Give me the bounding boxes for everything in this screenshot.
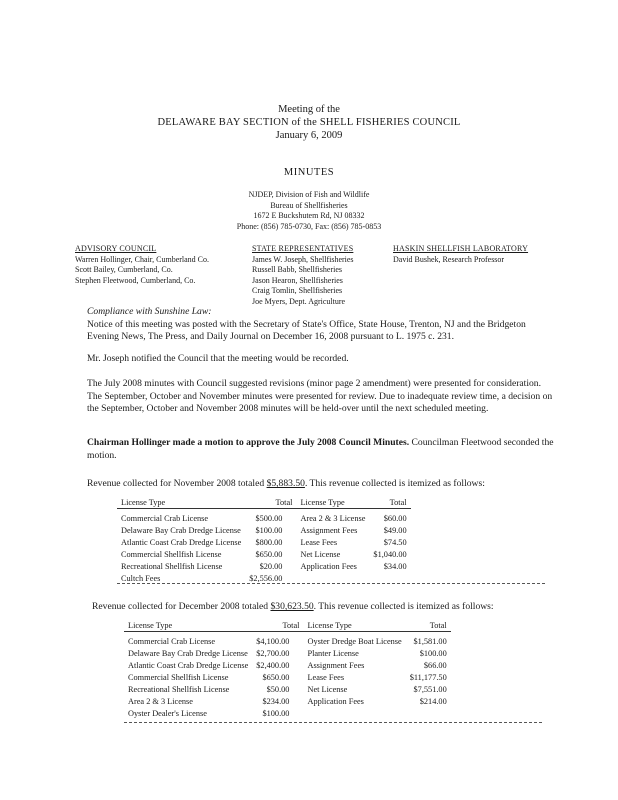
total-cell: $49.00 xyxy=(383,525,407,535)
column-header-license-type: License Type xyxy=(117,498,245,509)
recording-paragraph: Mr. Joseph notified the Council that the meeting would be recorded. xyxy=(87,353,349,364)
table-row xyxy=(124,683,451,695)
total-cell: $500.00 xyxy=(255,513,283,523)
total-cell: $214.00 xyxy=(419,696,447,706)
attendee: Stephen Fleetwood, Cumberland, Co. xyxy=(75,275,196,285)
december-intro-end: . This revenue collected is itemized as follows: xyxy=(313,601,494,612)
november-total: $5,883.50 xyxy=(266,478,305,489)
attendee: Joe Myers, Dept. Agriculture xyxy=(252,296,346,306)
total-cell: $1,581.00 xyxy=(413,636,447,646)
license-type-cell: Atlantic Coast Crab Dredge License xyxy=(128,660,249,670)
total-cell: $2,400.00 xyxy=(256,660,290,670)
haskin-lab-list xyxy=(393,244,528,265)
meeting-of-line: Meeting of the xyxy=(278,104,340,115)
table-row xyxy=(117,524,411,536)
column-header-total: Total xyxy=(252,621,303,632)
total-cell: $100.00 xyxy=(419,648,447,658)
license-type-cell: Net License xyxy=(307,684,348,694)
attendee: Warren Hollinger, Chair, Cumberland Co. xyxy=(75,254,210,264)
total-cell: $50.00 xyxy=(266,684,290,694)
motion-paragraph xyxy=(87,437,557,462)
license-type-cell: Recreational Shellfish License xyxy=(128,684,230,694)
attendee: Russell Babb, Shellfisheries xyxy=(252,265,342,274)
total-cell: $100.00 xyxy=(262,708,290,718)
column-header-total: Total xyxy=(369,498,410,509)
total-cell: $7,551.00 xyxy=(413,684,447,694)
column-header-license-type: License Type xyxy=(296,498,369,509)
advisory-council-list xyxy=(75,244,209,286)
table-row xyxy=(124,632,451,648)
november-intro: Revenue collected for November 2008 totaled xyxy=(87,478,267,489)
license-type-cell xyxy=(303,707,405,719)
table-row xyxy=(124,659,451,671)
november-table-bottom-rule xyxy=(117,583,545,584)
table-header-row xyxy=(117,498,411,509)
advisory-council-title: ADVISORY COUNCIL xyxy=(75,244,157,253)
attendee: Jason Hearon, Shellfisheries xyxy=(252,275,343,285)
total-cell: $11,177.50 xyxy=(409,672,447,682)
council-title: DELAWARE BAY SECTION of the SHELL FISHERIES COUNCIL xyxy=(157,117,461,128)
motion-text: Chairman Hollinger made a motion to approve the July 2008 Council Minutes. xyxy=(87,437,410,448)
license-type-cell: Delaware Bay Crab Dredge License xyxy=(128,648,248,658)
total-cell: $1,040.00 xyxy=(373,549,407,559)
attendee: David Bushek, Research Professor xyxy=(393,254,505,264)
agency-bureau: Bureau of Shellfisheries xyxy=(270,200,348,210)
agency-phone: Phone: (856) 785-0730, Fax: (856) 785-0853 xyxy=(236,221,382,231)
table-row xyxy=(124,695,451,707)
december-revenue-line xyxy=(92,601,494,612)
sunshine-section xyxy=(87,306,557,344)
license-type-cell: Lease Fees xyxy=(307,672,345,682)
total-cell: $650.00 xyxy=(255,549,283,559)
table-row xyxy=(117,536,411,548)
license-type-cell: Commercial Crab License xyxy=(128,636,216,646)
table-row xyxy=(124,647,451,659)
agency-name: NJDEP, Division of Fish and Wildlife xyxy=(248,190,370,199)
license-type-cell: Commercial Shellfish License xyxy=(128,672,229,682)
meeting-date: January 6, 2009 xyxy=(275,130,343,141)
total-cell: $34.00 xyxy=(383,561,407,571)
minutes-review-paragraph: The July 2008 minutes with Council suggested revisions (minor page 2 amendment) were presented for consideration. The September, October and November minutes were presented for review. Due to inadequate review time, a decision on the September, October and November 2008 minutes will be held-over until the next scheduled meeting. xyxy=(87,378,553,414)
total-cell: $800.00 xyxy=(255,537,283,547)
column-header-license-type: License Type xyxy=(124,621,252,632)
table-row xyxy=(117,548,411,560)
november-intro-end: . This revenue collected is itemized as follows: xyxy=(304,478,485,489)
total-cell: $2,700.00 xyxy=(256,648,290,658)
total-cell: $234.00 xyxy=(262,696,290,706)
license-type-cell: Cultch Fees xyxy=(121,573,161,583)
license-type-cell: Commercial Crab License xyxy=(121,513,209,523)
column-header-license-type: License Type xyxy=(303,621,405,632)
license-type-cell: Planter License xyxy=(307,648,359,658)
license-type-cell: Assignment Fees xyxy=(300,525,358,535)
november-revenue-line xyxy=(87,478,485,489)
table-row xyxy=(124,707,451,719)
attendee: Scott Bailey, Cumberland, Co. xyxy=(75,265,173,274)
table-row xyxy=(117,560,411,572)
table-header-row xyxy=(124,621,451,632)
license-type-cell: Area 2 & 3 License xyxy=(300,513,366,523)
column-header-total: Total xyxy=(245,498,296,509)
december-revenue-table xyxy=(124,621,451,719)
attendee: James W. Joseph, Shellfisheries xyxy=(252,254,354,264)
license-type-cell: Oyster Dredge Boat License xyxy=(307,636,402,646)
license-type-cell: Assignment Fees xyxy=(307,660,365,670)
license-type-cell: Area 2 & 3 License xyxy=(128,696,193,706)
total-cell: $60.00 xyxy=(383,513,407,523)
december-table-bottom-rule xyxy=(124,722,542,723)
november-revenue-table xyxy=(117,498,411,584)
license-type-cell: Atlantic Coast Crab Dredge License xyxy=(121,537,242,547)
total-cell: $74.50 xyxy=(383,537,407,547)
table-row xyxy=(117,509,411,525)
license-type-cell: Net License xyxy=(300,549,341,559)
license-type-cell: Commercial Shellfish License xyxy=(121,549,222,559)
total-cell: $4,100.00 xyxy=(256,636,290,646)
december-intro: Revenue collected for December 2008 totaled xyxy=(92,601,271,612)
haskin-lab-title: HASKIN SHELLFISH LABORATORY xyxy=(393,244,529,253)
minutes-title: MINUTES xyxy=(283,167,335,178)
license-type-cell: Application Fees xyxy=(300,561,357,571)
sunshine-heading: Compliance with Sunshine Law: xyxy=(87,306,212,317)
license-type-cell: Oyster Dealer's License xyxy=(128,708,207,718)
sunshine-text: Notice of this meeting was posted with the Secretary of State's Office, State House, Trenton, NJ and the Bridgeton Evening News, The Press, and Daily Journal on December 16, 2008 pursuant to L. 1975 c. 231. xyxy=(87,318,526,342)
total-cell: $650.00 xyxy=(262,672,290,682)
table-row xyxy=(124,671,451,683)
state-representatives-title: STATE REPRESENTATIVES xyxy=(252,244,354,253)
motion-second-text: Councilman Fleetwood seconded the motion. xyxy=(87,437,554,461)
agency-address: 1672 E Buckshutem Rd, NJ 08332 xyxy=(253,211,365,220)
agency-block xyxy=(0,190,618,232)
total-cell: $2,556.00 xyxy=(249,573,283,583)
license-type-cell: Lease Fees xyxy=(300,537,338,547)
total-cell xyxy=(406,707,451,719)
license-type-cell: Recreational Shellfish License xyxy=(121,561,223,571)
total-cell: $100.00 xyxy=(255,525,283,535)
license-type-cell: Application Fees xyxy=(307,696,364,706)
attendee: Craig Tomlin, Shellfisheries xyxy=(252,286,343,295)
total-cell: $20.00 xyxy=(259,561,283,571)
state-representatives-list xyxy=(252,244,354,307)
license-type-cell: Delaware Bay Crab Dredge License xyxy=(121,525,241,535)
total-cell: $66.00 xyxy=(423,660,447,670)
column-header-total: Total xyxy=(406,621,451,632)
december-total: $30,623.50 xyxy=(270,601,314,612)
